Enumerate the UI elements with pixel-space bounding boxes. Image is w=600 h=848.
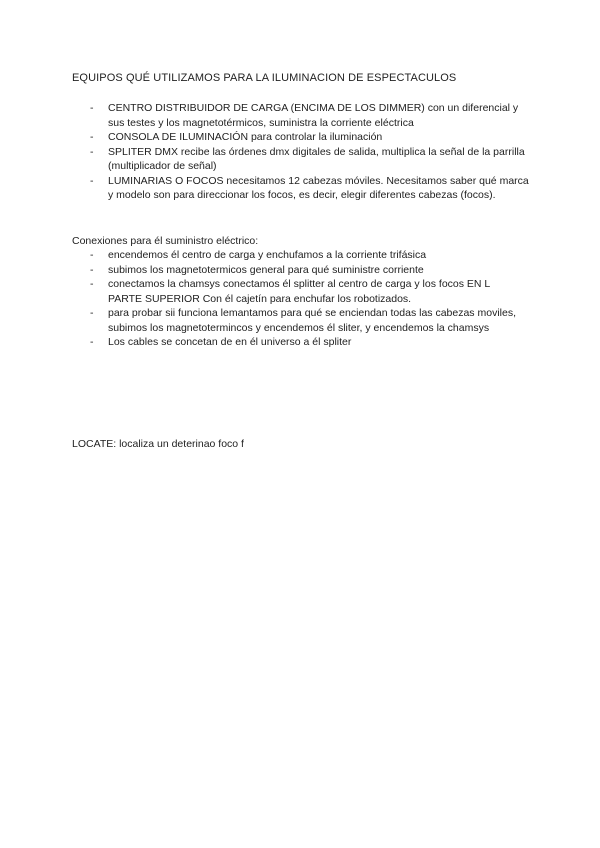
equipo-text: SPLITER DMX recibe las órdenes dmx digitales de salida, multiplica la señal de la parrilla (multiplicador de señal) [108, 145, 525, 172]
equipo-text: LUMINARIAS O FOCOS necesitamos 12 cabezas móviles. Necesitamos saber qué marca y modelo son para direccionar los focos, es decir, elegir diferentes cabezas (focos). [108, 174, 529, 201]
equipo-text: CONSOLA DE ILUMINACIÓN para controlar la iluminación [108, 131, 383, 143]
list-dash: - [90, 102, 94, 114]
conexiones-heading: Conexiones para él suministro eléctrico: [72, 235, 259, 247]
list-item [90, 277, 520, 306]
locate-line: LOCATE: localiza un deterinao foco f [72, 438, 244, 450]
list-item [90, 145, 530, 174]
list-dash: - [90, 249, 94, 261]
list-dash: - [90, 307, 94, 319]
conexion-text: encendemos él centro de carga y enchufamos a la corriente trifásica [108, 249, 427, 261]
conexion-text: subimos los magnetotermicos general para qué suministre corriente [108, 263, 424, 276]
conexion-text: para probar sii funciona lemantamos para qué se enciendan todas las cabezas moviles, subimos los magnetotermincos y encendemos él sliter, y encendemos la chamsys [108, 307, 516, 334]
document-title: EQUIPOS QUÉ UTILIZAMOS PARA LA ILUMINACION DE ESPECTACULOS [72, 72, 457, 84]
list-dash: - [90, 278, 94, 290]
list-dash: - [90, 263, 94, 276]
list-item [90, 306, 520, 335]
equipo-text: CENTRO DISTRIBUIDOR DE CARGA (ENCIMA DE LOS DIMMER) con un diferencial y sus testes y los magnetotérmicos, suministra la corriente eléctrica [108, 102, 519, 129]
list-item [90, 130, 530, 145]
list-dash: - [90, 131, 94, 143]
list-item [90, 248, 520, 263]
list-item [90, 263, 520, 278]
list-item [90, 335, 520, 350]
list-item [90, 101, 530, 130]
equipos-list [90, 101, 530, 203]
list-dash: - [90, 145, 94, 158]
list-dash: - [90, 174, 94, 187]
conexion-text: conectamos la chamsys conectamos él splitter al centro de carga y los focos EN L PARTE SUPERIOR Con él cajetín para enchufar los robotizados. [108, 278, 490, 305]
list-item [90, 174, 530, 203]
conexion-text: Los cables se concetan de en él universo a él spliter [108, 336, 352, 348]
list-dash: - [90, 336, 94, 348]
conexiones-list [90, 248, 520, 350]
